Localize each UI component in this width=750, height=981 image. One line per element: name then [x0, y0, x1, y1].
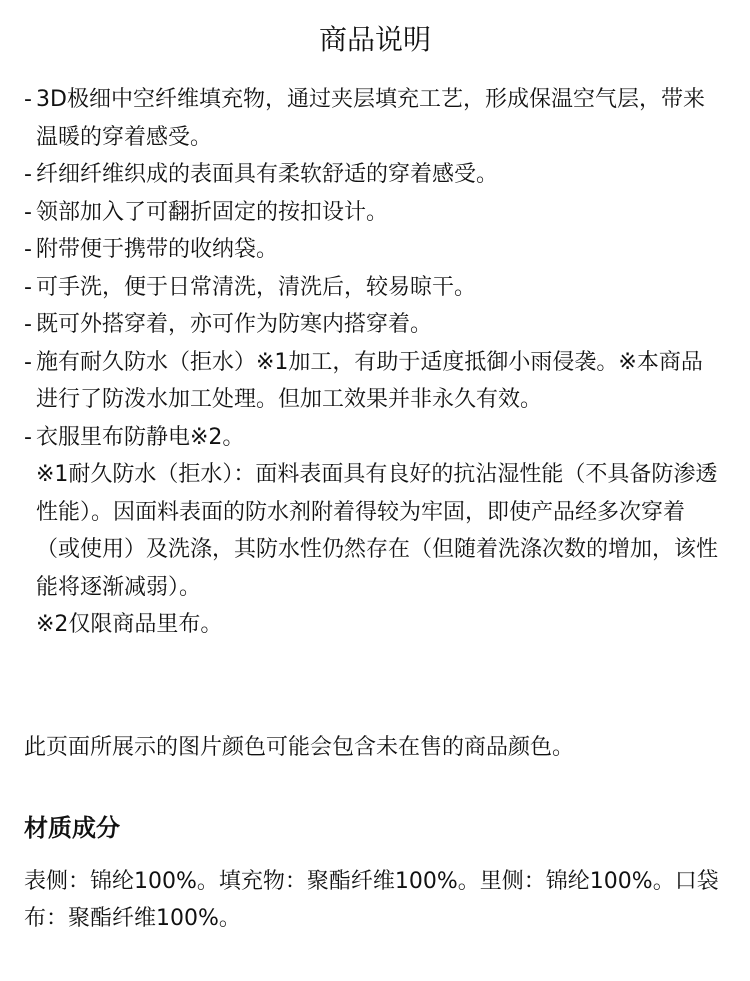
feature-text: 可手洗，便于日常清洗，清洗后，较易晾干。 [36, 274, 477, 300]
feature-list [24, 81, 724, 644]
bullet-marker: - [24, 237, 32, 262]
feature-item [24, 194, 724, 232]
feature-text: 既可外搭穿着，亦可作为防寒内搭穿着。 [36, 312, 433, 337]
footnote: ※1耐久防水（拒水）：面料表面具有良好的抗沾湿性能（不具备防渗透性能）。因面料表面的防水剂附着得较为牢固，即使产品经多次穿着（或使用）及洗涤，其防水性仍然存在（但随着洗涤次数的增加，该性能将逐渐减弱）。 [36, 462, 719, 600]
feature-text: 衣服里布防静电※2。 [36, 424, 245, 450]
bullet-marker: - [24, 199, 32, 225]
feature-text: 3D极细中空纤维填充物，通过夹层填充工艺，形成保温空气层，带来温暖的穿着感受。 [36, 87, 705, 150]
feature-item [24, 269, 724, 307]
color-disclaimer: 此页面所展示的图片颜色可能会包含未在售的商品颜色。 [24, 735, 575, 760]
feature-item [24, 306, 724, 344]
bullet-marker: - [24, 274, 32, 300]
bullet-marker: - [24, 349, 32, 375]
bullet-marker: - [24, 162, 32, 187]
materials-text: 表侧：锦纶100%。填充物：聚酯纤维100%。里侧：锦纶100%。口袋布：聚酯纤维100%。 [24, 869, 719, 931]
feature-item [24, 81, 724, 156]
feature-text: 施有耐久防水（拒水）※1加工，有助于适度抵御小雨侵袭。※本商品进行了防泼水加工处理。但加工效果并非永久有效。 [36, 349, 703, 412]
feature-text: 附带便于携带的收纳袋。 [36, 237, 279, 262]
feature-item [24, 231, 724, 269]
feature-text: 领部加入了可翻折固定的按扣设计。 [36, 199, 389, 225]
footnote: ※2仅限商品里布。 [36, 612, 223, 637]
feature-item [24, 156, 724, 194]
bullet-marker: - [24, 424, 32, 450]
bullet-marker: - [24, 312, 32, 337]
materials-heading: 材质成分 [24, 814, 120, 842]
feature-item [24, 344, 724, 419]
feature-text: 纤细纤维织成的表面具有柔软舒适的穿着感受。 [36, 162, 499, 187]
page-title: 商品说明 [318, 23, 431, 56]
bullet-marker: - [24, 87, 32, 112]
feature-item [24, 419, 724, 457]
